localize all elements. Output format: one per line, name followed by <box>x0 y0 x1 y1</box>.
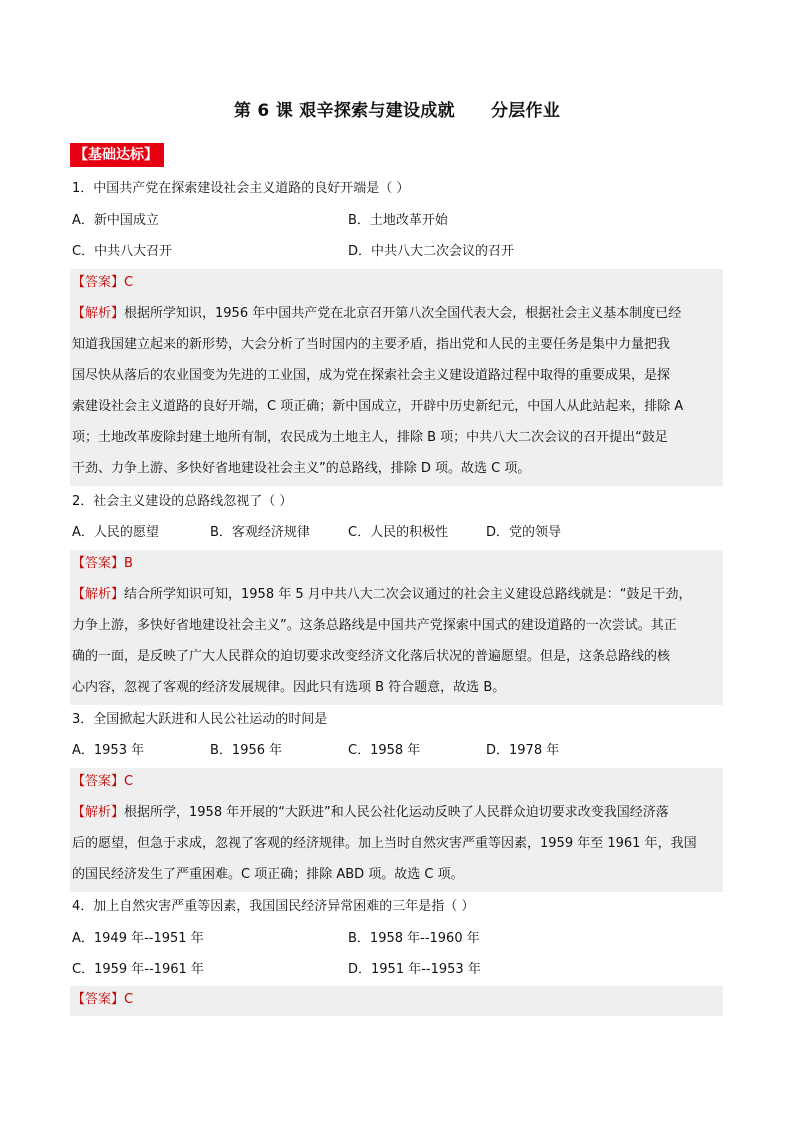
question-stem: 4．加上自然灾害严重等因素，我国国民经济异常困难的三年是指（ ） <box>72 899 475 914</box>
answer-box <box>70 550 723 705</box>
analysis-label: 【解析】 <box>72 805 125 820</box>
option-a: A．新中国成立 <box>72 213 159 228</box>
title-sub: 分层作业 <box>490 101 561 121</box>
option-a: A．1953 年 <box>72 743 145 758</box>
page-title <box>0 96 794 121</box>
option-b: B．客观经济规律 <box>210 525 310 540</box>
analysis-label: 【解析】 <box>72 587 125 602</box>
question-stem: 1．中国共产党在探索建设社会主义道路的良好开端是（ ） <box>72 181 410 196</box>
answer-box <box>70 269 723 486</box>
analysis-line: 【解析】结合所学知识可知，1958 年 5 月中共八大二次会议通过的社会主义建设总路线就是：“鼓足干劲， <box>72 587 692 602</box>
section-heading-basic: 【基础达标】 <box>70 143 164 167</box>
answer-row <box>72 772 133 792</box>
answer-box <box>70 986 723 1016</box>
analysis-line: 心内容，忽视了客观的经济发展规律。因此只有选项 B 符合题意，故选 B。 <box>72 680 506 695</box>
analysis-line: 知道我国建立起来的新形势，大会分析了当时国内的主要矛盾，指出党和人民的主要任务是集中力量把我 <box>72 337 671 352</box>
analysis-line: 国尽快从落后的农业国变为先进的工业国，成为党在探索社会主义建设道路过程中取得的重要成果，是探 <box>72 368 671 383</box>
analysis-line: 后的愿望，但急于求成，忽视了客观的经济规律。加上当时自然灾害严重等因素，1959 年至 1961 年，我国 <box>72 836 697 851</box>
option-c: C．1959 年--1961 年 <box>72 962 204 977</box>
answer-label: 【答案】 <box>72 556 125 571</box>
analysis-line: 【解析】根据所学知识，1956 年中国共产党在北京召开第八次全国代表大会，根据社会主义基本制度已经 <box>72 306 682 321</box>
answer-box <box>70 768 723 892</box>
question-stem: 3．全国掀起大跃进和人民公社运动的时间是 <box>72 712 328 727</box>
analysis-line: 的国民经济发生了严重困难。C 项正确；排除 ABD 项。故选 C 项。 <box>72 867 464 882</box>
option-d: D．1978 年 <box>486 743 560 758</box>
analysis-line: 【解析】根据所学，1958 年开展的“大跃进”和人民公社化运动反映了人民群众迫切要求改变我国经济落 <box>72 805 669 820</box>
option-d: D．中共八大二次会议的召开 <box>348 244 515 259</box>
option-c: C．人民的积极性 <box>348 525 449 540</box>
option-b: B．土地改革开始 <box>348 213 448 228</box>
answer-label: 【答案】 <box>72 275 125 290</box>
answer-value: C <box>124 774 134 789</box>
option-d: D．党的领导 <box>486 525 562 540</box>
option-c: C．中共八大召开 <box>72 244 173 259</box>
answer-row <box>72 554 133 574</box>
answer-row <box>72 273 133 293</box>
analysis-line: 干劲、力争上游、多快好省地建设社会主义”的总路线，排除 D 项。故选 C 项。 <box>72 461 531 476</box>
analysis-line: 索建设社会主义道路的良好开端，C 项正确；新中国成立，开辟中历史新纪元，中国人从此站起来，排除 A <box>72 399 684 414</box>
option-c: C．1958 年 <box>348 743 421 758</box>
answer-value: B <box>124 556 133 571</box>
question-stem: 2．社会主义建设的总路线忽视了（ ） <box>72 494 293 509</box>
analysis-line: 力争上游，多快好省地建设社会主义”。这条总路线是中国共产党探索中国式的建设道路的一次尝试。其正 <box>72 618 677 633</box>
option-a: A．人民的愿望 <box>72 525 159 540</box>
answer-value: C <box>124 992 134 1007</box>
title-main: 第 6 课 艰辛探索与建设成就 <box>233 101 455 121</box>
option-d: D．1951 年--1953 年 <box>348 962 481 977</box>
option-a: A．1949 年--1951 年 <box>72 931 204 946</box>
analysis-line: 项；土地改革废除封建土地所有制，农民成为土地主人，排除 B 项；中共八大二次会议的召开提出“鼓足 <box>72 430 668 445</box>
answer-row <box>72 990 133 1010</box>
option-b: B．1956 年 <box>210 743 283 758</box>
answer-value: C <box>124 275 134 290</box>
answer-label: 【答案】 <box>72 774 125 789</box>
analysis-line: 确的一面，是反映了广大人民群众的迫切要求改变经济文化落后状况的普遍愿望。但是，这条总路线的核 <box>72 649 671 664</box>
answer-label: 【答案】 <box>72 992 125 1007</box>
option-b: B．1958 年--1960 年 <box>348 931 480 946</box>
analysis-label: 【解析】 <box>72 306 125 321</box>
